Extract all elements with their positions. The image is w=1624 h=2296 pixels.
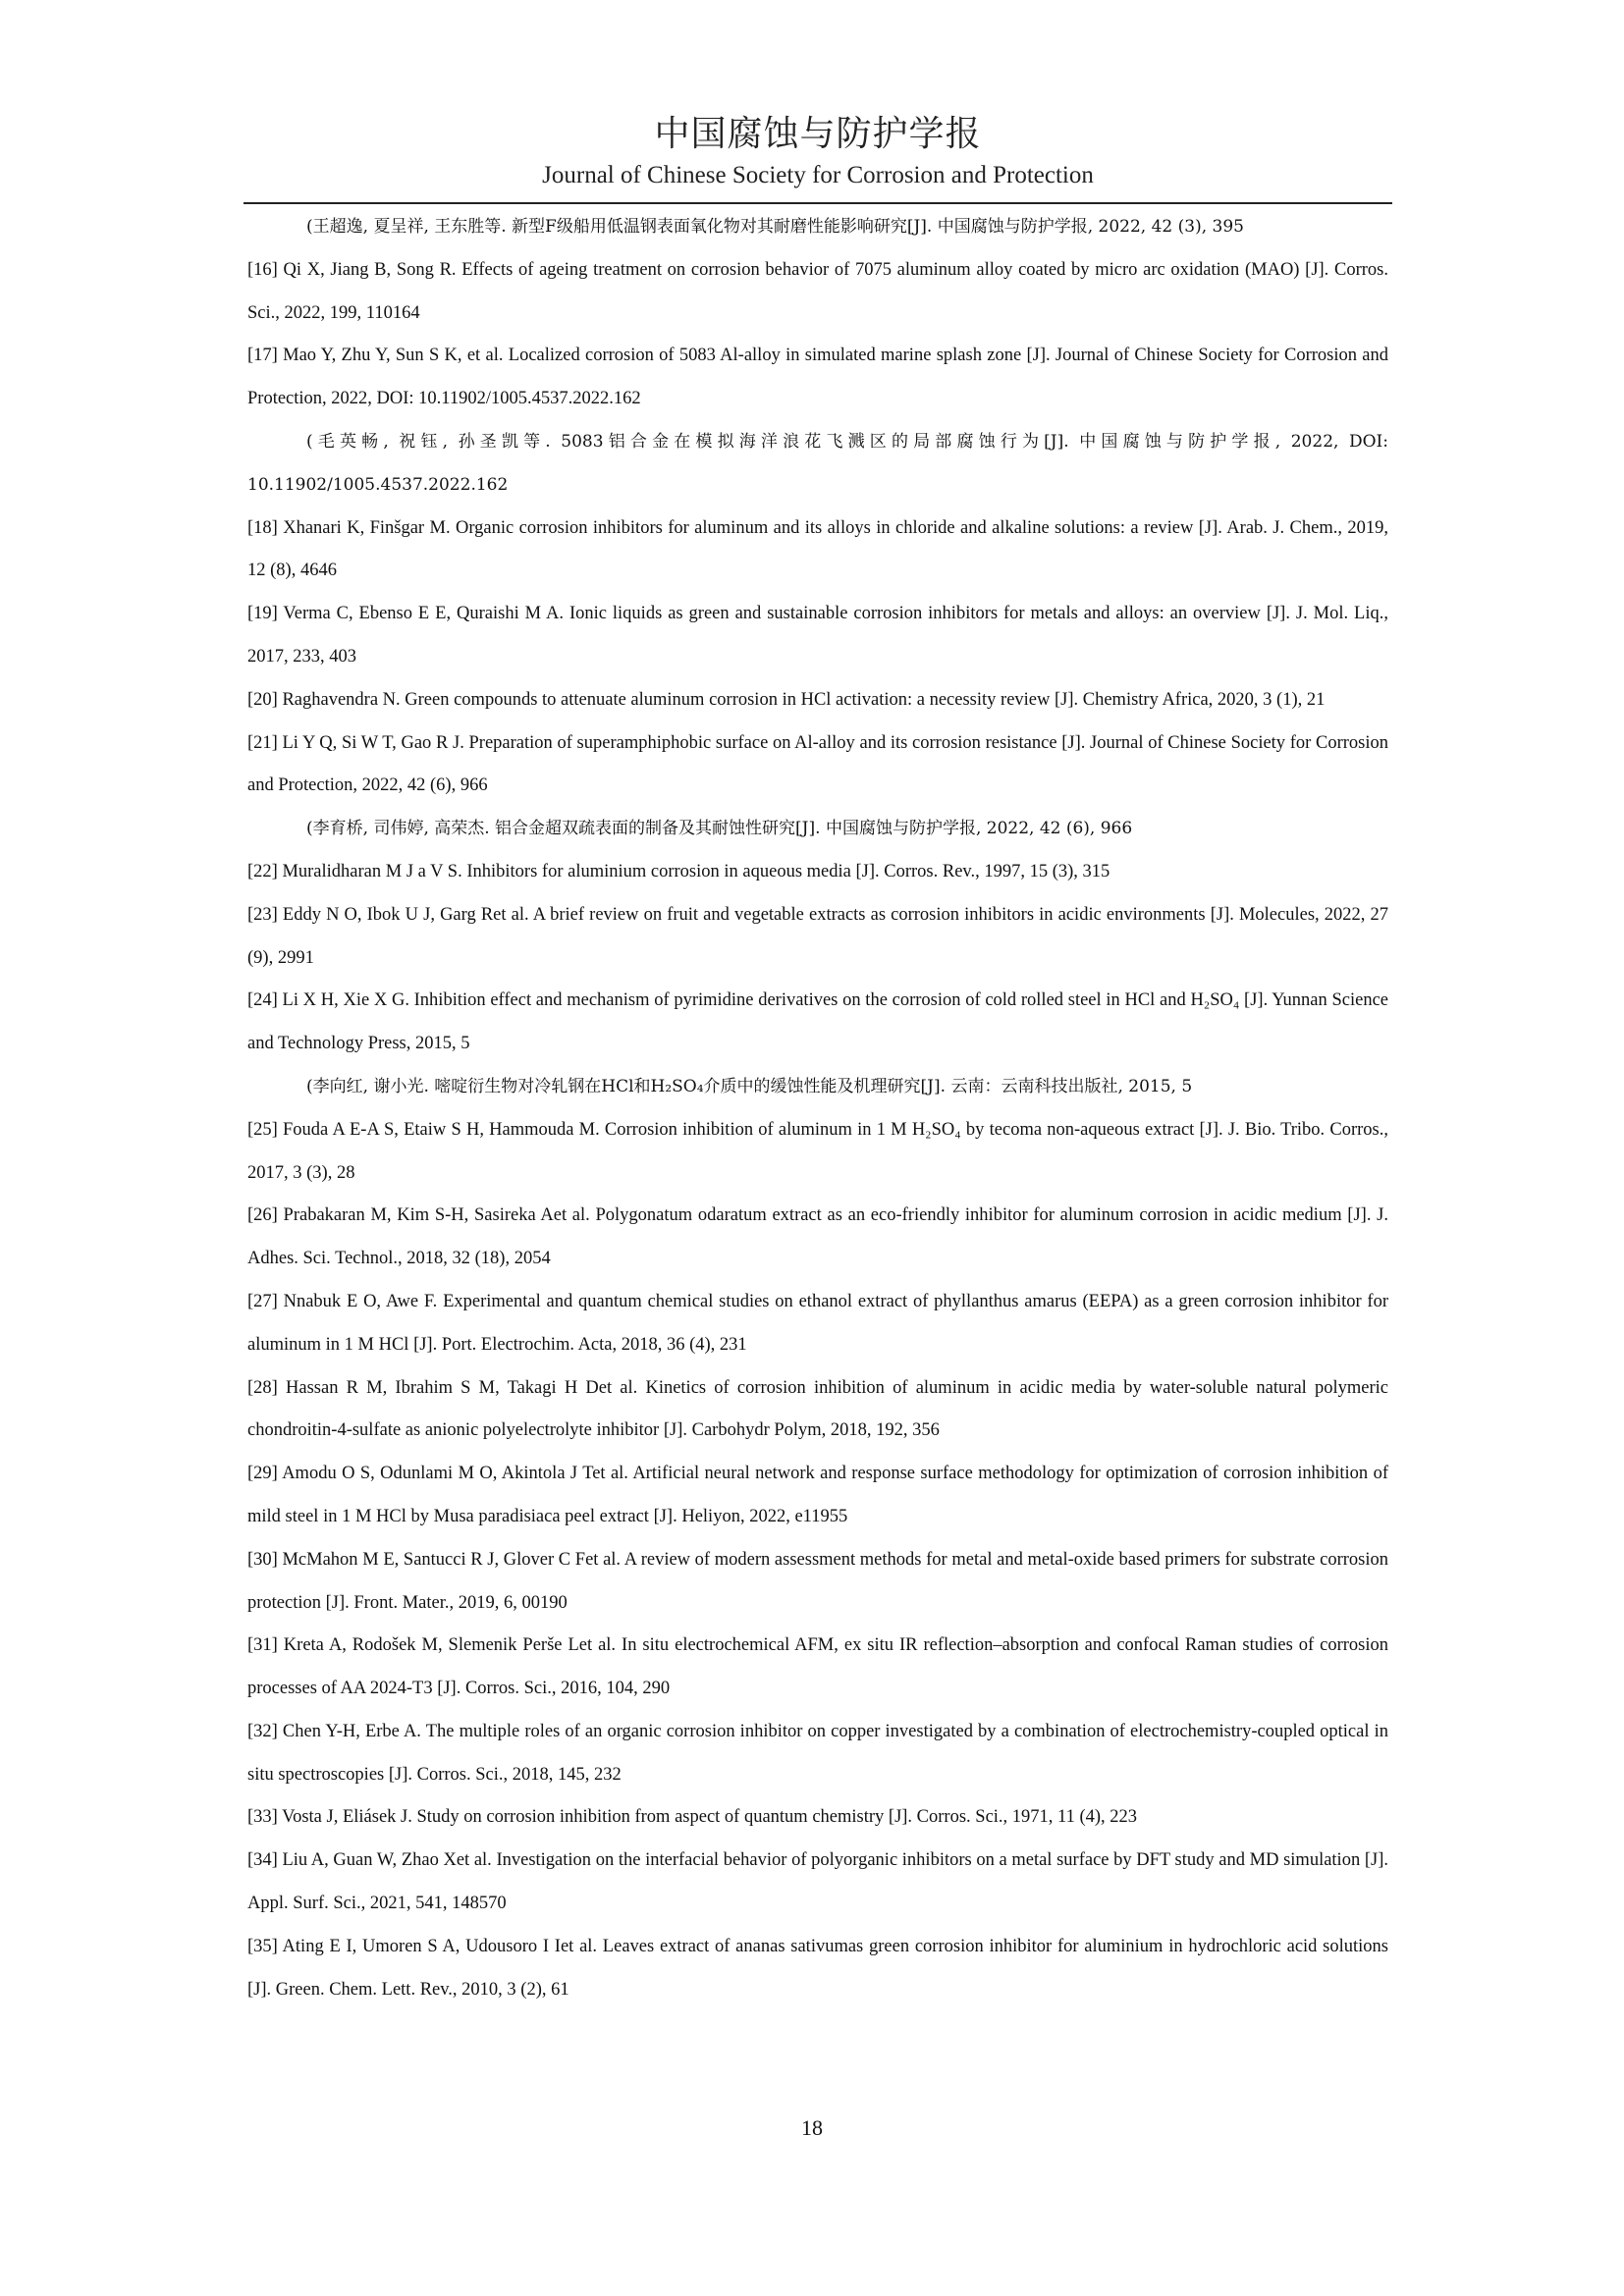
reference-item-30: [30] McMahon M E, Santucci R J, Glover C Fet al. A review of modern assessment methods for metal and metal-oxide based primers for substrate corrosion protection [J]. Front. Mater., 2019, 6, 00190 — [247, 1549, 1388, 1613]
reference-item-24-zh: (李向红, 谢小光. 嘧啶衍生物对冷轧钢在HCl和H₂SO₄介质中的缓蚀性能及机理研究[J]. 云南：云南科技出版社, 2015, 5 — [306, 1076, 1193, 1096]
reference-item-16: [16] Qi X, Jiang B, Song R. Effects of ageing treatment on corrosion behavior of 7075 aluminum alloy coated by micro arc oxidation (MAO) [J]. Corros. Sci., 2022, 199, 110164 — [247, 259, 1388, 323]
reference-item-32: [32] Chen Y-H, Erbe A. The multiple roles of an organic corrosion inhibitor on copper investigated by a combination of electrochemistry-coupled optical in situ spectroscopies [J]. Corros. Sci., 2018, 145, 232 — [247, 1721, 1388, 1785]
reference-item-26: [26] Prabakaran M, Kim S-H, Sasireka Aet al. Polygonatum odaratum extract as an eco-friendly inhibitor for aluminum corrosion in acidic medium [J]. J. Adhes. Sci. Technol., 2018, 32 (18), 2054 — [247, 1205, 1388, 1269]
reference-item-23: [23] Eddy N O, Ibok U J, Garg Ret al. A brief review on fruit and vegetable extracts as corrosion inhibitors in acidic environments [J]. Molecules, 2022, 27 (9), 2991 — [247, 904, 1388, 968]
reference-item-20: [20] Raghavendra N. Green compounds to attenuate aluminum corrosion in HCl activation: a necessity review [J]. Chemistry Africa, 2020, 3 (1), 21 — [247, 689, 1326, 710]
reference-item-31: [31] Kreta A, Rodošek M, Slemenik Perše Let al. In situ electrochemical AFM, ex situ IR reflection–absorption and confocal Raman studies of corrosion processes of AA 2024-T3 [J]. Corros. Sci., 2016, 104, 290 — [247, 1635, 1388, 1699]
reference-item-29: [29] Amodu O S, Odunlami M O, Akintola J Tet al. Artificial neural network and response surface methodology for optimization of corrosion inhibition of mild steel in 1 M HCl by Musa paradisiaca peel extract [J]. Heliyon, 2022, e11955 — [247, 1464, 1388, 1526]
running-header — [244, 110, 1392, 192]
reference-item-24: [24] Li X H, Xie X G. Inhibition effect and mechanism of pyrimidine derivatives on the corrosion of cold rolled steel in HCl and H₂SO₄ [J]. Yunnan Science and Technology Press, 2015, 5 — [247, 990, 1388, 1054]
page-number: 18 — [801, 2115, 823, 2140]
reference-item-17: [17] Mao Y, Zhu Y, Sun S K, et al. Localized corrosion of 5083 Al-alloy in simulated marine splash zone [J]. Journal of Chinese Society for Corrosion and Protection, 2022, DOI: 10.11902/1005.4537.2022.162 — [247, 346, 1388, 409]
reference-item-35: [35] Ating E I, Umoren S A, Udousoro I Iet al. Leaves extract of ananas sativumas green corrosion inhibitor for aluminium in hydrochloric acid solutions [J]. Green. Chem. Lett. Rev., 2010, 3 (2), 61 — [247, 1936, 1388, 2000]
reference-item-18: [18] Xhanari K, Finšgar M. Organic corrosion inhibitors for aluminum and its alloys in chloride and alkaline solutions: a review [J]. Arab. J. Chem., 2019, 12 (8), 4646 — [247, 517, 1388, 581]
journal-title-chinese: 中国腐蚀与防护学报 — [654, 114, 982, 154]
reference-item-17-zh: (毛英畅, 祝钰, 孙圣凯等. 5083铝合金在模拟海洋浪花飞溅区的局部腐蚀行为[J]. 中国腐蚀与防护学报, 2022, DOI: 10.11902/1005.4537.2022.162 — [247, 431, 1388, 495]
journal-title-english: Journal of Chinese Society for Corrosion and Protection — [542, 162, 1094, 188]
reference-item-15-zh: (王超逸, 夏呈祥, 王东胜等. 新型F级船用低温钢表面氧化物对其耐磨性能影响研究[J]. 中国腐蚀与防护学报, 2022, 42 (3), 395 — [306, 217, 1244, 237]
reference-item-21-zh: (李育桥, 司伟婷, 高荣杰. 铝合金超双疏表面的制备及其耐蚀性研究[J]. 中国腐蚀与防护学报, 2022, 42 (6), 966 — [306, 819, 1133, 839]
reference-item-22: [22] Muralidharan M J a V S. Inhibitors for aluminium corrosion in aqueous media [J]. Corros. Rev., 1997, 15 (3), 315 — [247, 861, 1110, 881]
reference-item-25: [25] Fouda A E-A S, Etaiw S H, Hammouda M. Corrosion inhibition of aluminum in 1 M H₂SO₄ by tecoma non-aqueous extract [J]. J. Bio. Tribo. Corros., 2017, 3 (3), 28 — [247, 1119, 1388, 1183]
header-divider — [244, 202, 1392, 204]
reference-item-27: [27] Nnabuk E O, Awe F. Experimental and quantum chemical studies on ethanol extract of phyllanthus amarus (EEPA) as a green corrosion inhibitor for aluminum in 1 M HCl [J]. Port. Electrochim. Acta, 2018, 36 (4), 231 — [247, 1291, 1388, 1355]
reference-list — [247, 206, 1388, 2011]
reference-item-33: [33] Vosta J, Eliásek J. Study on corrosion inhibition from aspect of quantum chemistry [J]. Corros. Sci., 1971, 11 (4), 223 — [247, 1807, 1138, 1828]
reference-item-21: [21] Li Y Q, Si W T, Gao R J. Preparation of superamphiphobic surface on Al-alloy and its corrosion resistance [J]. Journal of Chinese Society for Corrosion and Protection, 2022, 42 (6), 966 — [247, 732, 1388, 796]
reference-item-19: [19] Verma C, Ebenso E E, Quraishi M A. Ionic liquids as green and sustainable corrosion inhibitors for metals and alloys: an overview [J]. J. Mol. Liq., 2017, 233, 403 — [247, 604, 1388, 667]
reference-item-34: [34] Liu A, Guan W, Zhao Xet al. Investigation on the interfacial behavior of polyorganic inhibitors on a metal surface by DFT study and MD simulation [J]. Appl. Surf. Sci., 2021, 541, 148570 — [247, 1850, 1388, 1914]
reference-item-28: [28] Hassan R M, Ibrahim S M, Takagi H Det al. Kinetics of corrosion inhibition of aluminum in acidic media by water-soluble natural polymeric chondroitin-4-sulfate as anionic polyelectrolyte inhibitor [J]. Carbohydr Polym, 2018, 192, 356 — [247, 1377, 1388, 1441]
